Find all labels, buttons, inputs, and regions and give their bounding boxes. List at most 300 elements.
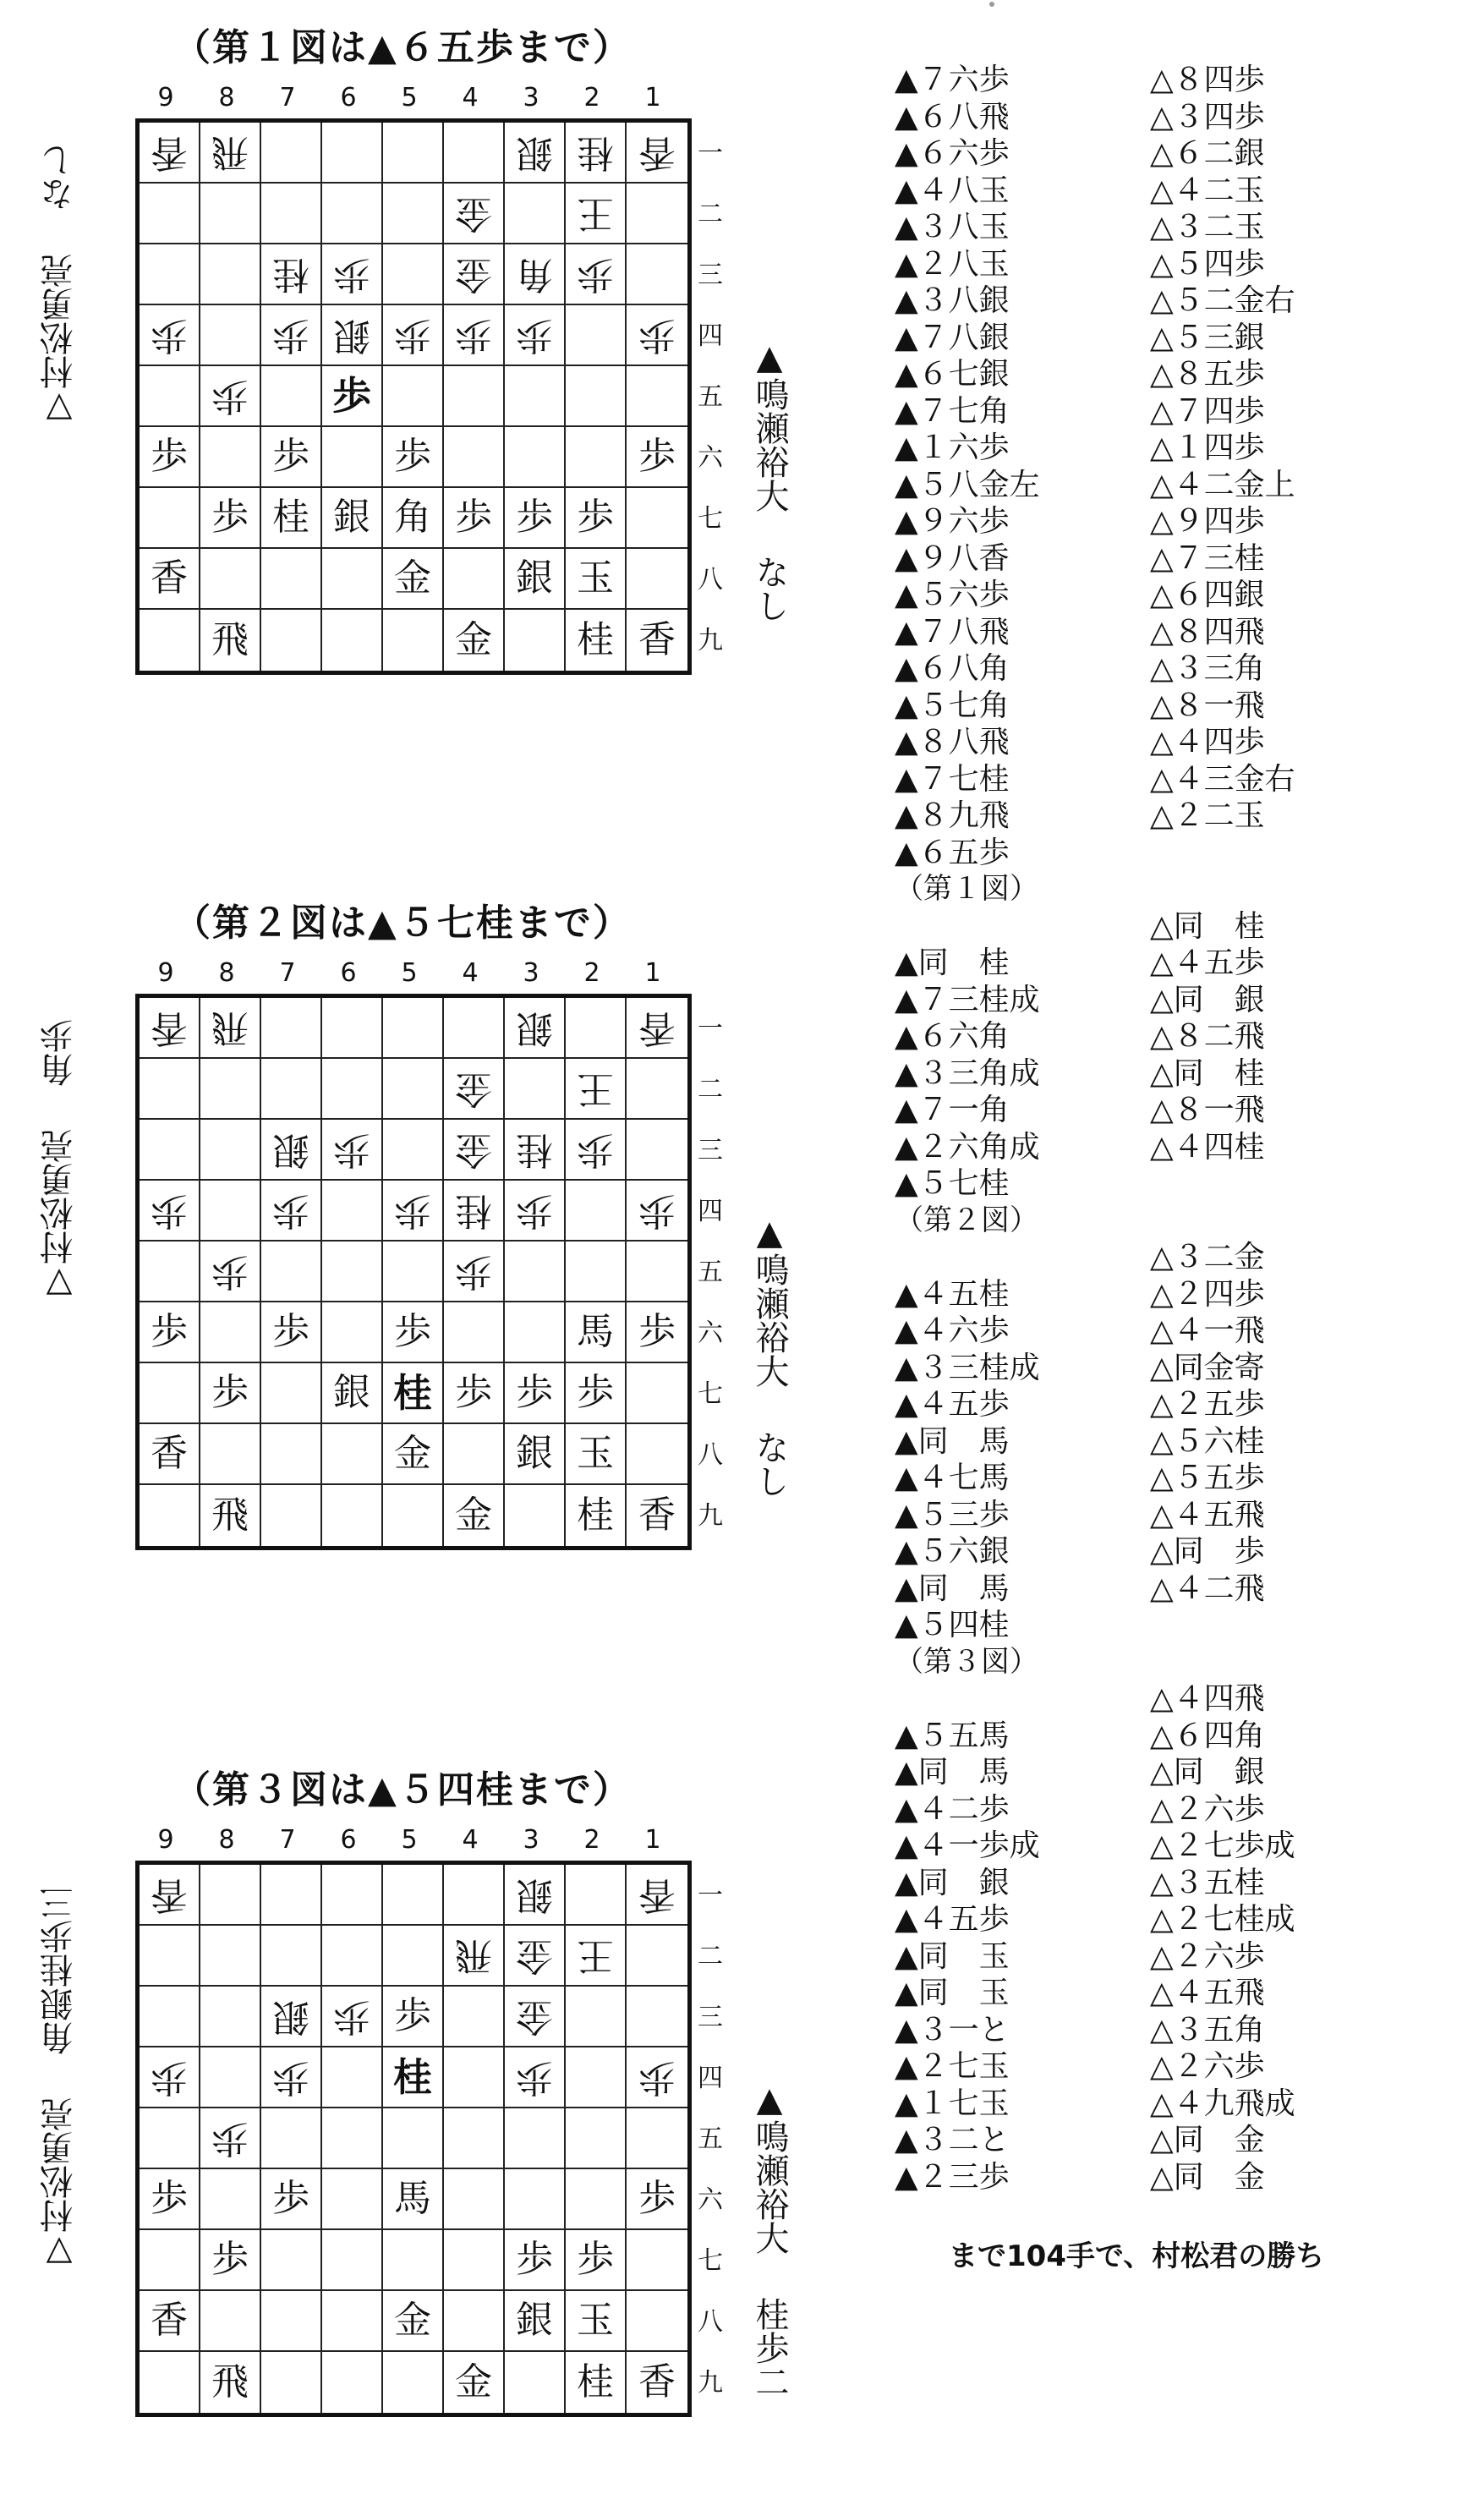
file-label: 7 xyxy=(279,958,296,988)
board-square xyxy=(627,1987,687,2047)
gote-mark: ▽ xyxy=(40,2233,79,2272)
board-square xyxy=(261,1424,322,1485)
board-square xyxy=(140,1865,200,1926)
shogi-piece: 飛 xyxy=(211,131,249,174)
move-row xyxy=(895,1565,1453,1606)
board-square xyxy=(505,1059,566,1120)
board-square xyxy=(627,244,687,305)
white-move: △６四角 xyxy=(1150,1718,1265,1753)
move-row xyxy=(895,461,1453,502)
shogi-piece: 歩 xyxy=(455,1250,492,1293)
shogi-piece: 歩 xyxy=(516,1371,553,1414)
white-move: △６二銀 xyxy=(1150,136,1265,171)
board-square xyxy=(261,1987,322,2047)
board-square xyxy=(261,1120,322,1181)
move-row xyxy=(895,1454,1453,1495)
sente-name: 鳴瀬裕大 xyxy=(750,377,789,513)
board-square xyxy=(200,1987,261,2047)
board-square xyxy=(383,427,444,488)
board-square xyxy=(444,2352,505,2413)
board-square xyxy=(383,123,444,184)
white-move: △８四歩 xyxy=(1150,63,1265,97)
black-move: ▲７三桂成 xyxy=(895,982,1040,1017)
board-square xyxy=(140,244,200,305)
board-square xyxy=(627,427,687,488)
board-square xyxy=(383,244,444,305)
black-move: ▲７七桂 xyxy=(895,761,1010,797)
board-square xyxy=(140,2108,200,2169)
rank-labels xyxy=(693,118,727,666)
black-move: ▲４五歩 xyxy=(895,1387,1010,1422)
board-square xyxy=(505,1865,566,1926)
move-row xyxy=(895,1859,1453,1900)
board-square xyxy=(261,1926,322,1987)
board-square xyxy=(505,123,566,184)
black-move: ▲５五馬 xyxy=(895,1718,1010,1753)
board-square xyxy=(261,1363,322,1424)
board-square xyxy=(505,2169,566,2230)
move-row xyxy=(895,497,1453,539)
board-square xyxy=(322,2108,383,2169)
shogi-piece: 香 xyxy=(638,618,676,661)
board-square xyxy=(566,1865,627,1926)
shogi-piece: 銀 xyxy=(333,314,370,357)
white-move: △２六歩 xyxy=(1150,2049,1265,2084)
shogi-piece: 歩 xyxy=(211,1371,249,1414)
black-move: ▲同 馬 xyxy=(895,1423,1010,1459)
white-move: △４四飛 xyxy=(1150,1681,1265,1716)
white-move: △２二玉 xyxy=(1150,798,1265,833)
board-square xyxy=(566,1181,627,1242)
black-move: ▲７七角 xyxy=(895,393,1010,429)
board-square xyxy=(627,184,687,244)
board-square xyxy=(200,2352,261,2413)
board-square xyxy=(322,2047,383,2108)
diagram-marker: （第３図） xyxy=(895,1644,1038,1679)
move-row xyxy=(895,1712,1453,1753)
white-move: △５四歩 xyxy=(1150,246,1265,282)
board-square xyxy=(322,2230,383,2291)
board-square xyxy=(261,2169,322,2230)
white-move: △５二金右 xyxy=(1150,283,1295,318)
board-square xyxy=(444,305,505,366)
shogi-piece: 歩 xyxy=(516,496,553,539)
board-square xyxy=(200,244,261,305)
board-square xyxy=(444,549,505,610)
white-move: △３四歩 xyxy=(1150,99,1265,134)
board-square xyxy=(322,2291,383,2352)
board-square xyxy=(566,244,627,305)
white-move: △４三金右 xyxy=(1150,761,1295,797)
board-square xyxy=(322,305,383,366)
move-row xyxy=(895,2006,1453,2047)
file-label: 7 xyxy=(279,83,296,112)
shogi-piece: 香 xyxy=(151,1006,188,1050)
board-square xyxy=(261,427,322,488)
move-row xyxy=(895,1086,1453,1127)
gote-player xyxy=(34,144,85,428)
board-square xyxy=(627,305,687,366)
shogi-piece: 香 xyxy=(151,1873,188,1916)
move-row xyxy=(895,792,1453,833)
board-square xyxy=(383,1363,444,1424)
sente-mark: ▲ xyxy=(750,2080,789,2119)
board-square xyxy=(566,1302,627,1363)
move-row xyxy=(895,1307,1453,1348)
shogi-piece: 歩 xyxy=(638,2177,676,2220)
board-square xyxy=(261,998,322,1059)
board-square xyxy=(505,488,566,549)
sente-hand: 桂歩二 xyxy=(750,2297,789,2398)
board-square xyxy=(383,1059,444,1120)
shogi-piece: 歩 xyxy=(272,1310,309,1353)
board-square xyxy=(444,1363,505,1424)
shogi-piece: 歩 xyxy=(638,2056,676,2099)
board-square xyxy=(627,1242,687,1302)
shogi-piece: 金 xyxy=(455,253,492,296)
shogi-piece: 玉 xyxy=(577,556,614,600)
move-row xyxy=(895,976,1453,1017)
game-result: まで104手で、村松君の勝ち xyxy=(949,2239,1325,2273)
white-move: △６四銀 xyxy=(1150,578,1265,612)
white-move: △同金寄 xyxy=(1150,1350,1265,1385)
white-move: △５五歩 xyxy=(1150,1461,1265,1495)
board-square xyxy=(627,998,687,1059)
board-square xyxy=(322,1242,383,1302)
board-square xyxy=(200,610,261,671)
file-label: 4 xyxy=(462,1825,479,1855)
board-square xyxy=(140,1242,200,1302)
shogi-piece: 歩 xyxy=(455,1371,492,1414)
shogi-piece: 金 xyxy=(516,1995,553,2038)
board-square xyxy=(322,184,383,244)
shogi-piece: 歩 xyxy=(272,314,309,357)
shogi-piece: 銀 xyxy=(516,556,553,600)
diagram-marker: （第１図） xyxy=(895,872,1038,906)
black-move: ▲５七角 xyxy=(895,688,1010,723)
board-square xyxy=(566,2108,627,2169)
shogi-piece: 桂 xyxy=(577,131,614,174)
board-square xyxy=(566,366,627,427)
board-square xyxy=(627,1865,687,1926)
file-label: 8 xyxy=(218,83,235,112)
shogi-piece: 銀 xyxy=(272,1128,309,1171)
black-move: ▲２八玉 xyxy=(895,246,1010,282)
board-square xyxy=(322,488,383,549)
file-label: 6 xyxy=(340,1825,357,1855)
board-square xyxy=(627,2230,687,2291)
black-move: ▲５七桂 xyxy=(895,1166,1010,1201)
board-square xyxy=(444,2047,505,2108)
file-label: 2 xyxy=(583,1825,600,1855)
board-square xyxy=(383,549,444,610)
white-move: △５三銀 xyxy=(1150,320,1265,355)
board-square xyxy=(627,2108,687,2169)
board-square xyxy=(261,1485,322,1546)
board-square xyxy=(505,244,566,305)
shogi-piece: 銀 xyxy=(272,1995,309,2038)
board-square xyxy=(322,1181,383,1242)
diagram-2 xyxy=(0,892,812,1620)
white-move: △５六桂 xyxy=(1150,1423,1265,1459)
board-square xyxy=(505,366,566,427)
board-square xyxy=(140,427,200,488)
shogi-piece: 飛 xyxy=(211,2360,249,2404)
rank-label: 二 xyxy=(698,1942,723,1971)
board-square xyxy=(322,1302,383,1363)
board-square xyxy=(140,1059,200,1120)
board-square xyxy=(261,2291,322,2352)
shogi-piece: 金 xyxy=(394,1432,431,1475)
board-square xyxy=(140,366,200,427)
black-move: ▲７六歩 xyxy=(895,63,1010,97)
white-move: △１四歩 xyxy=(1150,430,1265,465)
rank-label: 一 xyxy=(698,1881,723,1910)
board-square xyxy=(383,1926,444,1987)
shogi-piece: 歩 xyxy=(394,1994,431,2037)
board-square xyxy=(322,1424,383,1485)
shogi-piece: 歩 xyxy=(333,253,370,296)
shogi-piece: 桂 xyxy=(516,1128,553,1171)
shogi-piece: 香 xyxy=(151,556,188,600)
board-square xyxy=(200,366,261,427)
move-row xyxy=(895,865,1453,906)
file-label: 1 xyxy=(644,1825,661,1855)
sente-hand: なし xyxy=(750,555,789,622)
rank-label: 五 xyxy=(698,2124,723,2154)
board-square xyxy=(627,1120,687,1181)
move-row xyxy=(895,2042,1453,2084)
sente-player xyxy=(744,2080,795,2398)
board-square xyxy=(383,2291,444,2352)
board-square xyxy=(383,2352,444,2413)
shogi-piece: 王 xyxy=(577,192,614,235)
board-square xyxy=(383,2230,444,2291)
white-move: △４二玉 xyxy=(1150,173,1265,208)
board-square xyxy=(505,184,566,244)
white-move: △２七桂成 xyxy=(1150,1902,1295,1937)
board-square xyxy=(200,1181,261,1242)
board-square xyxy=(322,2169,383,2230)
black-move: ▲９八香 xyxy=(895,540,1010,576)
move-row xyxy=(895,167,1453,208)
board-square xyxy=(200,1926,261,1987)
board-square xyxy=(505,1242,566,1302)
board-square xyxy=(627,2047,687,2108)
shogi-piece: 桂 xyxy=(577,1494,614,1537)
white-move: △３五桂 xyxy=(1150,1865,1265,1900)
board-square xyxy=(566,1926,627,1987)
black-move: ▲４五歩 xyxy=(895,1902,1010,1937)
shogi-piece: 歩 xyxy=(151,2056,188,2099)
board-square xyxy=(444,1987,505,2047)
white-move: △４一飛 xyxy=(1150,1313,1265,1348)
sente-player xyxy=(744,338,795,622)
black-move: ▲５六歩 xyxy=(895,578,1010,612)
board-square xyxy=(140,123,200,184)
board-square xyxy=(566,488,627,549)
board-square xyxy=(566,610,627,671)
board-square xyxy=(444,610,505,671)
board-square xyxy=(261,366,322,427)
board-square xyxy=(261,244,322,305)
rank-label: 四 xyxy=(698,2064,723,2093)
board-square xyxy=(566,184,627,244)
move-row xyxy=(895,350,1453,392)
board-square xyxy=(140,2352,200,2413)
board-square xyxy=(505,1363,566,1424)
board-square xyxy=(505,2230,566,2291)
move-row xyxy=(895,718,1453,759)
diagram-1 xyxy=(0,17,812,744)
board-square xyxy=(140,184,200,244)
board-square xyxy=(200,427,261,488)
rank-label: 八 xyxy=(698,2307,723,2337)
board-square xyxy=(383,2047,444,2108)
board-square xyxy=(322,610,383,671)
black-move: ▲８九飛 xyxy=(895,798,1010,833)
white-move: △２五歩 xyxy=(1150,1387,1265,1422)
board-square xyxy=(444,427,505,488)
black-move: ▲５八金左 xyxy=(895,467,1040,502)
shogi-piece: 歩 xyxy=(332,373,371,419)
board-square xyxy=(627,2291,687,2352)
shogi-piece: 香 xyxy=(638,1494,676,1537)
move-list xyxy=(895,56,1453,2195)
move-row xyxy=(895,1233,1453,1274)
board-square xyxy=(627,1302,687,1363)
board-square xyxy=(322,1926,383,1987)
board-square xyxy=(200,2230,261,2291)
file-label: 5 xyxy=(401,83,418,112)
board-square xyxy=(383,998,444,1059)
white-move: △８一飛 xyxy=(1150,688,1265,723)
board-square xyxy=(322,549,383,610)
file-labels xyxy=(135,83,683,117)
board-square xyxy=(627,1485,687,1546)
shogi-piece: 歩 xyxy=(394,1310,431,1353)
file-label: 2 xyxy=(583,83,600,112)
move-row xyxy=(895,129,1453,171)
black-move: ▲７八銀 xyxy=(895,320,1010,355)
black-move: ▲６五歩 xyxy=(895,835,1010,870)
board-square xyxy=(566,1987,627,2047)
board-square xyxy=(444,244,505,305)
board-square xyxy=(383,610,444,671)
rank-label: 四 xyxy=(698,321,723,351)
board-square xyxy=(383,1181,444,1242)
board-square xyxy=(261,1181,322,1242)
shogi-piece: 歩 xyxy=(577,2238,614,2281)
board-square xyxy=(505,1120,566,1181)
black-move: ▲５六銀 xyxy=(895,1534,1010,1569)
shogi-piece: 歩 xyxy=(394,314,431,357)
white-move: △４五飛 xyxy=(1150,1976,1265,2010)
shogi-piece: 金 xyxy=(455,1128,492,1171)
shogi-piece: 桂 xyxy=(577,618,614,661)
white-move: △７四歩 xyxy=(1150,393,1265,429)
board-square xyxy=(383,305,444,366)
rank-label: 五 xyxy=(698,382,723,412)
board-square xyxy=(444,2230,505,2291)
board-square xyxy=(383,2169,444,2230)
sente-player xyxy=(744,1214,795,1498)
board-square xyxy=(444,1926,505,1987)
move-row xyxy=(895,1417,1453,1459)
board-square xyxy=(444,1059,505,1120)
shogi-piece: 飛 xyxy=(455,1934,492,1977)
sente-mark: ▲ xyxy=(750,1214,789,1253)
board-square xyxy=(566,1242,627,1302)
board-square xyxy=(383,1485,444,1546)
white-move: △２六歩 xyxy=(1150,1791,1265,1827)
diagram-title: （第２図は▲５七桂まで） xyxy=(173,902,632,945)
board-square xyxy=(383,1987,444,2047)
shogi-piece: 銀 xyxy=(516,2299,553,2342)
move-row xyxy=(895,1012,1453,1054)
shogi-piece: 桂 xyxy=(393,2054,432,2100)
shogi-piece: 香 xyxy=(638,131,676,174)
board-square xyxy=(140,305,200,366)
board-square xyxy=(200,305,261,366)
black-move: ▲４一歩成 xyxy=(895,1828,1040,1863)
move-row xyxy=(895,1675,1453,1716)
board-square xyxy=(444,123,505,184)
rank-label: 五 xyxy=(698,1258,723,1287)
board-square xyxy=(322,1865,383,1926)
board-square xyxy=(261,123,322,184)
white-move: △３二金 xyxy=(1150,1240,1265,1274)
rank-label: 一 xyxy=(698,1014,723,1044)
white-move: △８一飛 xyxy=(1150,1093,1265,1127)
board-square xyxy=(261,1302,322,1363)
board-square xyxy=(627,1363,687,1424)
shogi-piece: 金 xyxy=(516,1934,553,1977)
white-move: △３三角 xyxy=(1150,651,1265,686)
black-move: ▲同 桂 xyxy=(895,946,1010,980)
board-square xyxy=(140,549,200,610)
board-square xyxy=(566,1424,627,1485)
shogi-piece: 歩 xyxy=(333,1128,370,1171)
board-square xyxy=(200,1485,261,1546)
black-move: ▲同 玉 xyxy=(895,1976,1010,2010)
black-move: ▲４五桂 xyxy=(895,1276,1010,1312)
shogi-piece: 銀 xyxy=(333,1371,370,1414)
move-row xyxy=(895,56,1453,97)
shogi-piece: 王 xyxy=(577,1067,614,1110)
board-square xyxy=(627,1059,687,1120)
file-label: 6 xyxy=(340,958,357,988)
board-square xyxy=(322,427,383,488)
shogi-piece: 金 xyxy=(455,1494,492,1537)
board-square xyxy=(444,184,505,244)
move-row xyxy=(895,277,1453,318)
board-square xyxy=(140,998,200,1059)
black-move: ▲同 玉 xyxy=(895,1938,1010,1974)
gote-hand: 角歩 xyxy=(40,1019,79,1087)
board-square xyxy=(322,123,383,184)
board-square xyxy=(627,2169,687,2230)
board-square xyxy=(505,2291,566,2352)
move-row xyxy=(895,1197,1453,1237)
black-move: ▲８八飛 xyxy=(895,725,1010,759)
file-label: 5 xyxy=(401,1825,418,1855)
shogi-piece: 金 xyxy=(455,1067,492,1110)
rank-label: 六 xyxy=(698,1318,723,1348)
board-square xyxy=(444,2169,505,2230)
gote-mark: ▽ xyxy=(40,389,79,428)
gote-hand: なし xyxy=(40,144,79,211)
